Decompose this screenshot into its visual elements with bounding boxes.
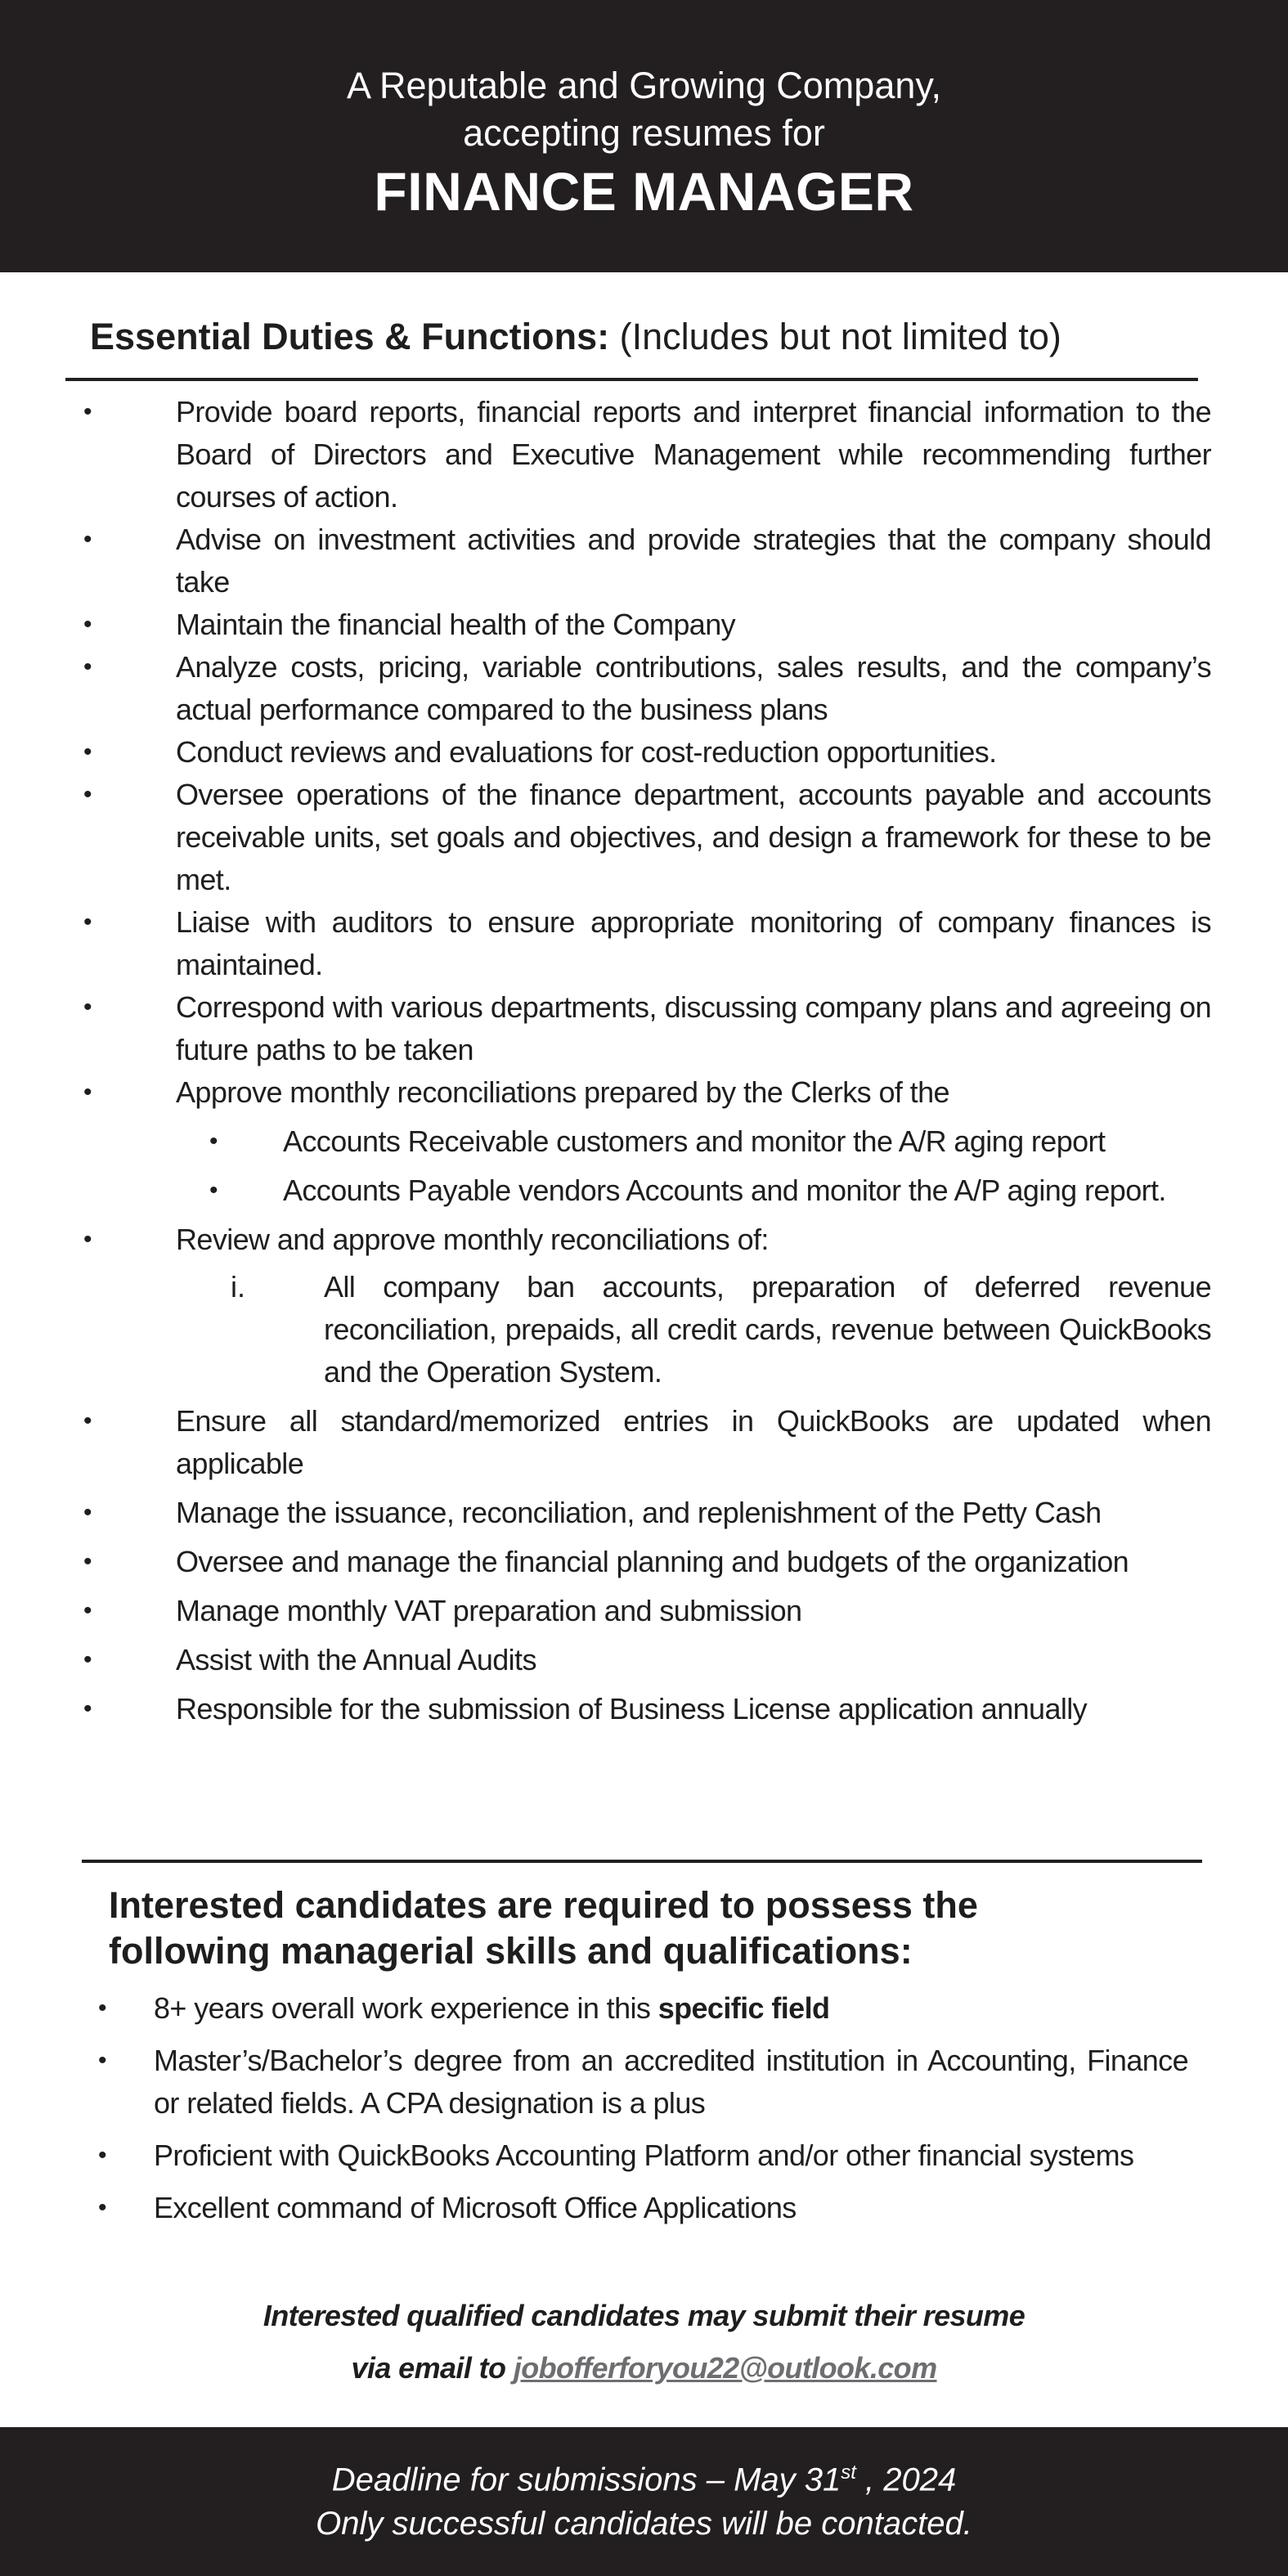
- deadline-suffix: , 2024: [855, 2462, 957, 2498]
- list-item: [0, 1071, 1211, 1114]
- duties-heading: [90, 312, 1202, 361]
- duty-text: Approve monthly reconciliations prepared by the Clerks of the: [176, 1075, 949, 1109]
- qualification-text: Excellent command of Microsoft Office Applications: [154, 2191, 797, 2224]
- header-line-1: A Reputable and Growing Company,: [346, 65, 942, 106]
- roman-numeral: i.: [231, 1270, 245, 1304]
- duty-text: Correspond with various departments, discussing company plans and agreeing on future paths to be taken: [176, 990, 1211, 1066]
- list-item: [0, 901, 1211, 986]
- list-item: [0, 2187, 1188, 2229]
- roman-list-item: [0, 1266, 1211, 1393]
- bullet-icon: •: [83, 1407, 92, 1434]
- list-item: [0, 1590, 1211, 1632]
- submission-email-line: [0, 2342, 1288, 2394]
- header-line-2: accepting resumes for: [463, 112, 825, 154]
- bullet-icon: •: [83, 1079, 92, 1106]
- bullet-icon: •: [98, 2142, 107, 2169]
- sub-item-text: Accounts Receivable customers and monitor the A/R aging report: [283, 1124, 1106, 1158]
- bullet-icon: •: [83, 653, 92, 680]
- roman-item-text: All company ban accounts, preparation of deferred revenue reconciliation, prepaids, all credit cards, revenue between QuickBooks and the Operation System.: [324, 1270, 1211, 1389]
- duties-divider: [65, 378, 1198, 381]
- duties-list: [0, 391, 1288, 1730]
- duty-text: Analyze costs, pricing, variable contributions, sales results, and the company’s actual performance compared to the business plans: [176, 650, 1211, 726]
- bullet-icon: •: [83, 1226, 92, 1253]
- bullet-icon: •: [83, 526, 92, 553]
- duty-text: Oversee operations of the finance department, accounts payable and accounts receivable units, set goals and objectives, and design a framework for these to be met.: [176, 778, 1211, 896]
- list-item: [0, 774, 1211, 901]
- bullet-icon: •: [83, 1597, 92, 1624]
- list-item: [0, 604, 1211, 646]
- duty-text: Conduct reviews and evaluations for cost-reduction opportunities.: [176, 735, 997, 769]
- list-item: [0, 986, 1211, 1071]
- list-item: [0, 731, 1211, 774]
- duty-text: Assist with the Annual Audits: [176, 1643, 536, 1676]
- job-title: FINANCE MANAGER: [374, 161, 914, 222]
- sub-list-item: [0, 1169, 1211, 1212]
- duty-text: Oversee and manage the financial planning and budgets of the organization: [176, 1545, 1129, 1578]
- qualification-text: Master’s/Bachelor’s degree from an accredited institution in Accounting, Finance or related fields. A CPA designation is a plus: [154, 2044, 1188, 2120]
- qualification-text: Proficient with QuickBooks Accounting Platform and/or other financial systems: [154, 2138, 1134, 2172]
- list-item: [0, 1639, 1211, 1681]
- bullet-icon: •: [83, 611, 92, 638]
- duties-heading-note: (Includes but not limited to): [609, 316, 1061, 357]
- duty-text: Ensure all standard/memorized entries in QuickBooks are updated when applicable: [176, 1404, 1211, 1480]
- duty-text: Liaise with auditors to ensure appropriate monitoring of company finances is maintained.: [176, 905, 1211, 981]
- bullet-icon: •: [83, 909, 92, 936]
- list-item: [0, 2040, 1188, 2125]
- bullet-icon: •: [98, 2194, 107, 2221]
- email-link[interactable]: jobofferforyou22@outlook.com: [513, 2351, 937, 2385]
- bullet-icon: •: [83, 1695, 92, 1722]
- duties-heading-bold: Essential Duties & Functions:: [90, 316, 610, 357]
- bullet-icon: •: [98, 2047, 107, 2074]
- duty-text: Responsible for the submission of Business License application annually: [176, 1692, 1088, 1726]
- duty-text: Review and approve monthly reconciliations of:: [176, 1223, 769, 1256]
- qualifications-divider: [82, 1860, 1202, 1863]
- qualifications-heading-line-1: Interested candidates are required to possess the: [109, 1884, 978, 1926]
- duty-text: Provide board reports, financial reports and interpret financial information to the Board of Directors and Executive Management while recommending further courses of action.: [176, 395, 1211, 514]
- duty-text: Advise on investment activities and provide strategies that the company should take: [176, 523, 1211, 599]
- bullet-icon: •: [83, 1548, 92, 1575]
- qualifications-list: [0, 1987, 1288, 2239]
- deadline-superscript: st: [841, 2462, 856, 2484]
- bullet-icon: •: [209, 1128, 218, 1155]
- bullet-icon: •: [83, 994, 92, 1021]
- sub-list-item: [0, 1120, 1211, 1163]
- bullet-icon: •: [83, 1646, 92, 1673]
- qualifications-heading-line-2: following managerial skills and qualifications:: [109, 1930, 913, 1972]
- list-item: [0, 646, 1211, 731]
- contact-note: Only successful candidates will be contacted.: [316, 2506, 972, 2542]
- qualification-text-plain: 8+ years overall work experience in this: [154, 1991, 658, 2025]
- list-item: [0, 1987, 1188, 2030]
- submission-instructions: Interested qualified candidates may submit their resume: [263, 2299, 1025, 2332]
- bullet-icon: •: [83, 1499, 92, 1526]
- list-item: [0, 1400, 1211, 1485]
- list-item: [0, 1492, 1211, 1534]
- bullet-icon: •: [209, 1177, 218, 1204]
- qualification-text-bold: specific field: [657, 1991, 830, 2025]
- duty-text: Manage monthly VAT preparation and submission: [176, 1594, 802, 1627]
- bullet-icon: •: [83, 398, 92, 425]
- list-item: [0, 1541, 1211, 1583]
- deadline-prefix: Deadline for submissions – May 31: [331, 2462, 841, 2498]
- list-item: [0, 1218, 1211, 1261]
- qualification-text: [154, 1991, 829, 2025]
- bullet-icon: •: [83, 738, 92, 765]
- submission-email-prefix: via email to: [351, 2351, 514, 2385]
- qualifications-heading: [109, 1883, 1213, 1974]
- deadline-text: [0, 2450, 1288, 2502]
- bullet-icon: •: [83, 781, 92, 808]
- list-item: [0, 1688, 1211, 1730]
- header-banner: [0, 0, 1288, 272]
- bullet-icon: •: [98, 1995, 107, 2022]
- footer-banner: [0, 2427, 1288, 2576]
- duty-text: Manage the issuance, reconciliation, and replenishment of the Petty Cash: [176, 1496, 1102, 1529]
- duty-text: Maintain the financial health of the Company: [176, 608, 736, 641]
- list-item: [0, 391, 1211, 518]
- list-item: [0, 518, 1211, 604]
- list-item: [0, 2134, 1188, 2177]
- sub-item-text: Accounts Payable vendors Accounts and monitor the A/P aging report.: [283, 1174, 1166, 1207]
